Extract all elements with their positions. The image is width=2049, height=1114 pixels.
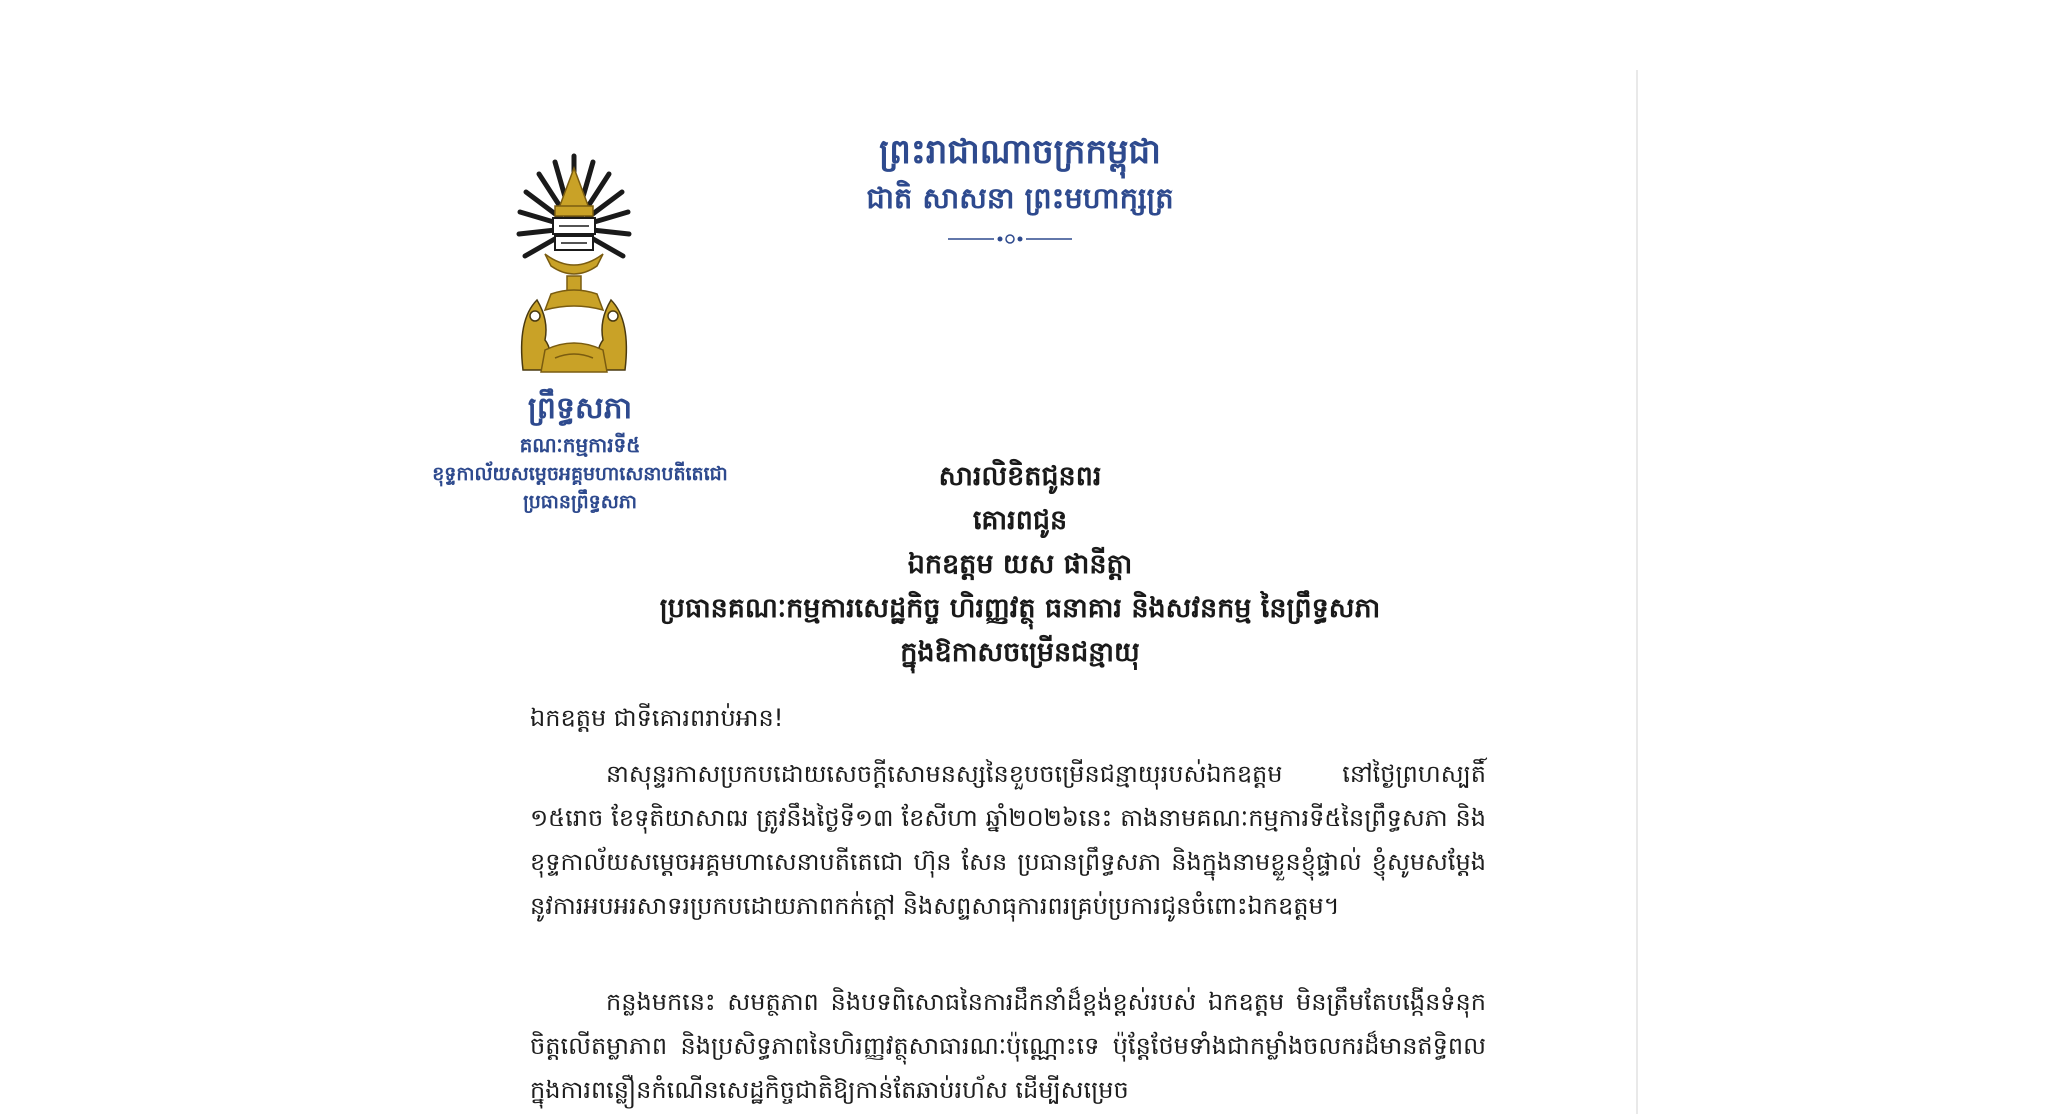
heading-title: សារលិខិតជូនពរ	[938, 461, 1102, 492]
salutation: ឯកឧត្តម ជាទីគោរពរាប់អាន!	[530, 704, 784, 732]
president-title: ប្រធានព្រឹទ្ធសភា	[523, 491, 637, 513]
heading-recipient: ឯកឧត្តម យស ផានីត្តា	[907, 549, 1133, 580]
page-edge	[1636, 70, 1638, 1114]
heading-recipient-position: ប្រធានគណៈកម្មការសេដ្ឋកិច្ច ហិរញ្ញវត្ថុ ធនាគារ និងសវនកម្ម នៃព្រឹទ្ធសភា	[659, 593, 1381, 624]
nation-religion-king: ជាតិ សាសនា ព្រះមហាក្សត្រ	[866, 181, 1174, 215]
heading-occasion: ក្នុងឱកាសចម្រើនជន្មាយុ	[900, 637, 1140, 668]
senate-emblem-icon	[515, 150, 633, 376]
cabinet-name: ខុទ្ទកាល័យសម្តេចអគ្គមហាសេនាបតីតេជោ	[432, 463, 728, 485]
body-paragraph-2: កន្លងមកនេះ សមត្ថភាព និងបទពិសោធនៃការដឹកនាំដ៏ខ្ពង់ខ្ពស់របស់ ឯកឧត្តម មិនត្រឹមតែបង្កើនទំនុកចិត្តលើតម្លាភាព និងប្រសិទ្ធភាពនៃហិរញ្ញវត្ថុសាធារណៈប៉ុណ្ណោះទេ ប៉ុន្តែថែមទាំងជាកម្លាំងចលករដ៏មានឥទ្ធិពល ក្នុងការពន្លឿនកំណើនសេដ្ឋកិច្ចជាតិឱ្យកាន់តែឆាប់រហ័ស ដើម្បីសម្រេច	[530, 988, 1486, 1104]
commission-name: គណៈកម្មការទី៥	[519, 433, 641, 457]
kingdom-title: ព្រះរាជាណាចក្រកម្ពុជា	[879, 132, 1161, 172]
kingdom-motto	[780, 128, 1260, 220]
senate-name: ព្រឹទ្ធសភា	[527, 391, 633, 426]
ornament-divider-icon	[948, 232, 1072, 246]
body-paragraph-1: នាសុន្ទរកាសប្រកបដោយសេចក្តីសោមនស្សនៃខួបចម្រើនជន្មាយុរបស់ឯកឧត្តម នៅថ្ងៃព្រហស្បតិ៍ ១៥រោច ខែទុតិយាសាឍ ត្រូវនឹងថ្ងៃទី១៣ ខែសីហា ឆ្នាំ២០២៦នេះ តាងនាមគណៈកម្មការទី៥នៃព្រឹទ្ធសភា និងខុទ្ទកាល័យសម្តេចអគ្គមហាសេនាបតីតេជោ ហ៊ុន សែន ប្រធានព្រឹទ្ធសភា និងក្នុងនាមខ្លួនខ្ញុំផ្ទាល់ ខ្ញុំសូមសម្តែងនូវការអបអរសាទរប្រកបដោយភាពកក់ក្តៅ និងសព្ទសាធុការពរគ្រប់ប្រការជូនចំពោះឯកឧត្តម។	[530, 760, 1486, 920]
letter-heading	[540, 455, 1500, 675]
heading-respectfully: គោរពជូន	[972, 505, 1068, 536]
